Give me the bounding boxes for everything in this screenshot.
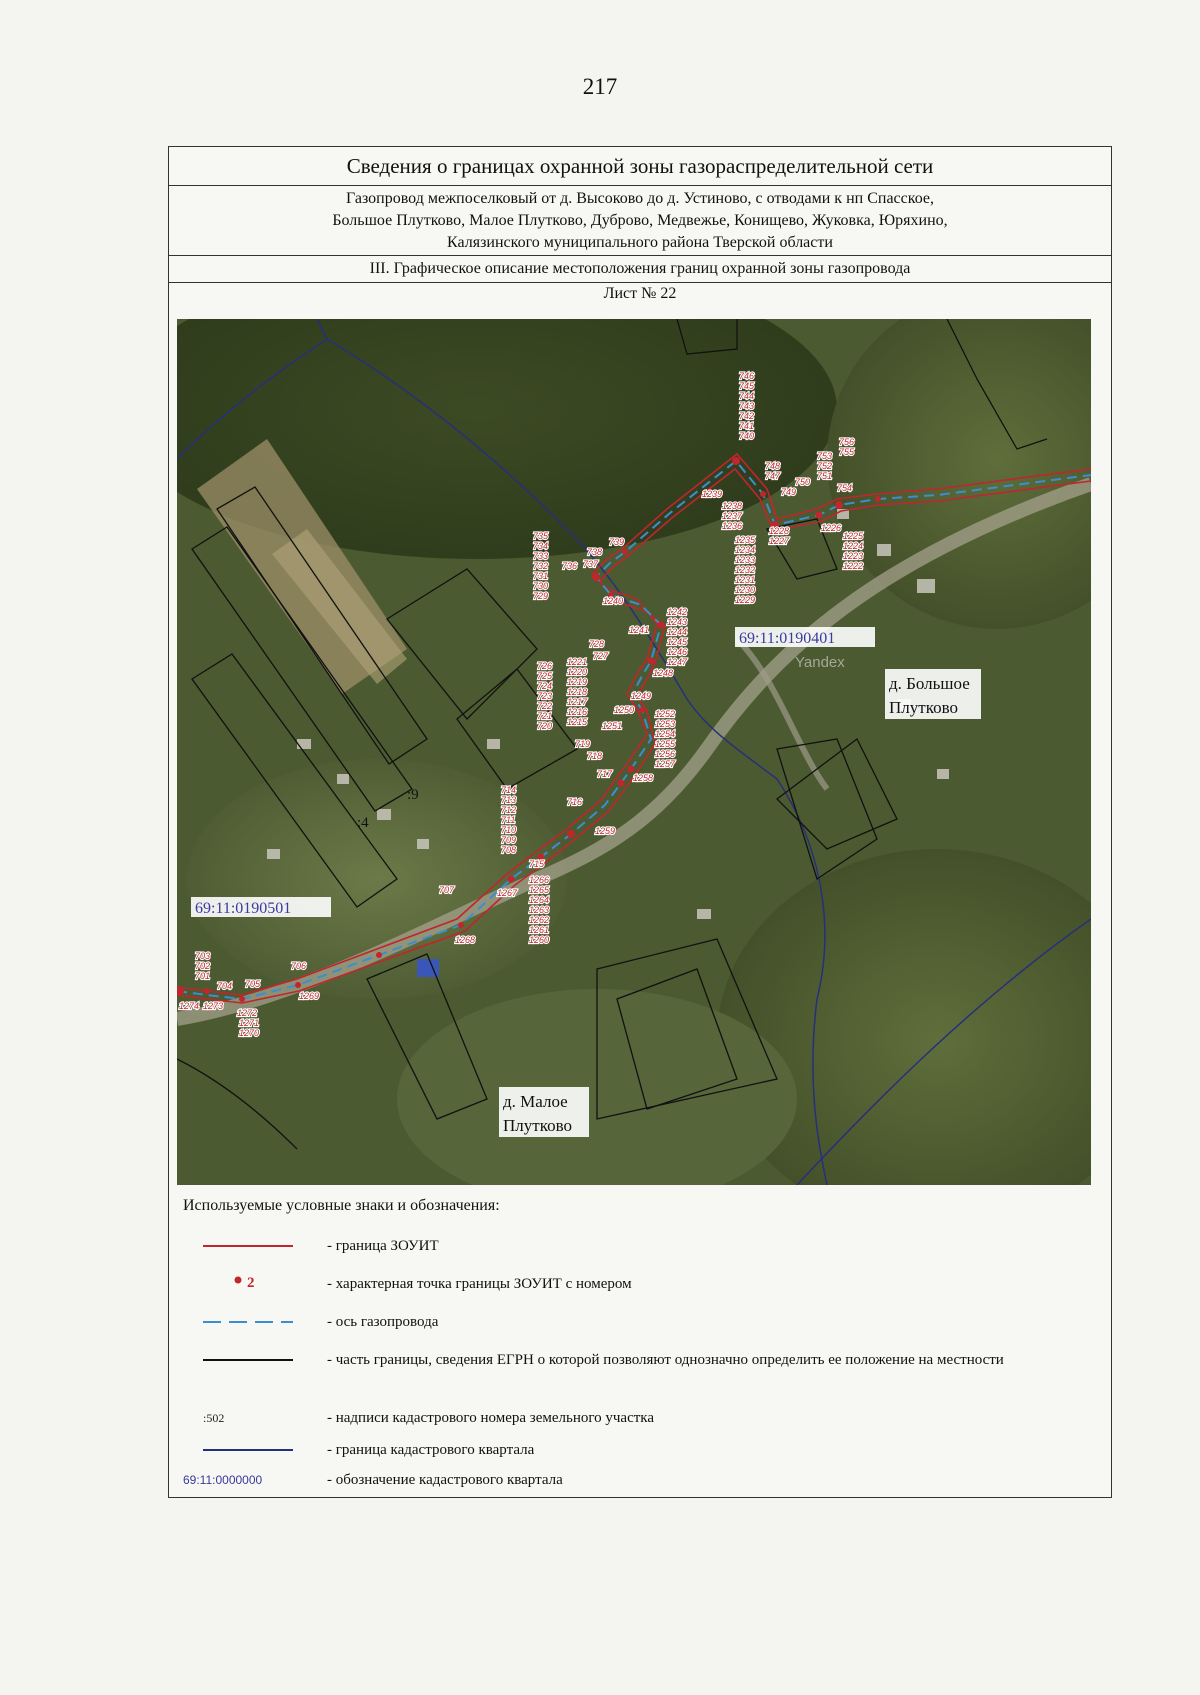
sheet-number: Лист № 22 <box>603 285 677 302</box>
satellite-map <box>177 319 1091 1185</box>
quarter-west-label: 69:11:0190501 <box>195 900 292 917</box>
village-small-label-line2: Плутково <box>503 1116 572 1135</box>
pt-label-706: 706 <box>291 961 307 971</box>
pt-label-712: 712 <box>501 805 517 815</box>
pt-label-1267: 1267 <box>497 888 518 898</box>
pt-label-1263: 1263 <box>529 905 550 915</box>
pt-label-1269: 1269 <box>299 991 320 1001</box>
pt-label-749: 749 <box>781 487 797 497</box>
legend-row-parcel-label <box>183 1403 1083 1433</box>
pt-label-1270: 1270 <box>239 1028 260 1038</box>
legend-row-zone-boundary <box>183 1231 1083 1261</box>
pt-label-709: 709 <box>501 835 517 845</box>
pt-label-1227: 1227 <box>769 536 790 546</box>
legend-parcel-label-icon <box>183 1403 303 1433</box>
pt-label-751: 751 <box>817 471 833 481</box>
pt-label-702: 702 <box>195 961 211 971</box>
pipeline-description <box>169 185 1111 256</box>
pt-label-729: 729 <box>533 591 549 601</box>
pt-label-1256: 1256 <box>655 749 676 759</box>
pt-label-740: 740 <box>739 431 755 441</box>
pt-label-1253: 1253 <box>655 719 676 729</box>
legend-title: Используемые условные знаки и обозначения: <box>183 1197 500 1214</box>
pt-label-1236: 1236 <box>722 521 743 531</box>
pt-label-723: 723 <box>537 691 553 701</box>
pt-label-1229: 1229 <box>735 595 756 605</box>
pt-label-755: 755 <box>839 447 855 457</box>
pt-label-727: 727 <box>593 651 609 661</box>
pt-label-756: 756 <box>839 437 855 447</box>
legend-text-parcel-label: - надписи кадастрового номера земельного участка <box>327 1410 655 1426</box>
pt-label-1228: 1228 <box>769 526 790 536</box>
legend-red-line-icon <box>183 1231 303 1261</box>
description-line-3: Калязинского муниципального района Тверской области <box>447 234 833 251</box>
pt-label-1221: 1221 <box>567 657 588 667</box>
parcel-label-4: :4 <box>357 815 369 831</box>
legend-text-zone-boundary: - граница ЗОУИТ <box>327 1238 439 1254</box>
pt-label-746: 746 <box>739 371 755 381</box>
pt-label-748: 748 <box>765 461 781 471</box>
legend-point-number: 2 <box>247 1275 255 1291</box>
pt-label-1259: 1259 <box>595 826 616 836</box>
pt-label-1254: 1254 <box>655 729 676 739</box>
village-small-label-line1: д. Малое <box>503 1092 568 1111</box>
legend-row-point <box>183 1269 1083 1299</box>
pt-label-1241: 1241 <box>629 625 650 635</box>
pt-label-738: 738 <box>587 547 603 557</box>
pt-label-747: 747 <box>765 471 781 481</box>
pt-label-724: 724 <box>537 681 553 691</box>
village-big-label-line2: Плутково <box>889 698 958 717</box>
pt-label-1224: 1224 <box>843 541 864 551</box>
pt-label-1248: 1248 <box>653 668 674 678</box>
legend-quarter-label-icon <box>183 1465 303 1495</box>
section-heading: III. Графическое описание местоположения границ охранной зоны газопровода <box>169 256 1111 283</box>
pt-label-1246: 1246 <box>667 647 688 657</box>
pt-label-1261: 1261 <box>529 925 550 935</box>
pt-label-1215: 1215 <box>567 717 588 727</box>
pt-label-718: 718 <box>587 751 603 761</box>
pt-label-735: 735 <box>533 531 549 541</box>
legend-text-quarter-label: - обозначение кадастрового квартала <box>327 1472 563 1488</box>
pt-label-1271: 1271 <box>239 1018 260 1028</box>
village-big-label-line1: д. Большое <box>889 674 970 693</box>
legend-row-axis <box>183 1307 1083 1337</box>
pt-label-732: 732 <box>533 561 549 571</box>
pt-label-710: 710 <box>501 825 517 835</box>
pt-label-722: 722 <box>537 701 553 711</box>
pt-label-1242: 1242 <box>667 607 688 617</box>
legend-text-parcel-boundary: - часть границы, сведения ЕГРН о которой позволяют однозначно определить ее положение на местности <box>327 1352 1004 1368</box>
pt-label-1273: 1273 <box>203 1001 224 1011</box>
pt-label-750: 750 <box>795 477 811 487</box>
pt-label-725: 725 <box>537 671 553 681</box>
pt-label-1219: 1219 <box>567 677 588 687</box>
pt-label-714: 714 <box>501 785 517 795</box>
pt-label-1220: 1220 <box>567 667 588 677</box>
pt-label-1240: 1240 <box>603 596 624 606</box>
pt-label-707: 707 <box>439 885 455 895</box>
pt-label-754: 754 <box>837 483 853 493</box>
pt-label-713: 713 <box>501 795 517 805</box>
legend-red-point-icon <box>183 1269 303 1299</box>
pt-label-728: 728 <box>589 639 605 649</box>
pt-label-1225: 1225 <box>843 531 864 541</box>
pt-label-1255: 1255 <box>655 739 676 749</box>
pt-label-715: 715 <box>529 859 545 869</box>
pt-label-705: 705 <box>245 979 261 989</box>
legend-text-axis: - ось газопровода <box>327 1314 439 1330</box>
pt-label-717: 717 <box>597 769 613 779</box>
pt-label-1238: 1238 <box>722 501 743 511</box>
pt-label-1249: 1249 <box>631 691 652 701</box>
legend-navy-line-icon <box>183 1435 303 1465</box>
pt-label-721: 721 <box>537 711 553 721</box>
pt-label-701: 701 <box>195 971 211 981</box>
pt-label-1232: 1232 <box>735 565 756 575</box>
document-title: Сведения о границах охранной зоны газораспределительной сети <box>169 147 1111 186</box>
pt-label-1237: 1237 <box>722 511 743 521</box>
legend-row-quarter-boundary <box>183 1435 1083 1465</box>
pt-label-1262: 1262 <box>529 915 550 925</box>
pt-label-1266: 1266 <box>529 875 550 885</box>
pt-label-716: 716 <box>567 797 583 807</box>
pt-label-1245: 1245 <box>667 637 688 647</box>
description-line-1: Газопровод межпоселковый от д. Высоково до д. Устиново, с отводами к нп Спасское, <box>345 190 934 207</box>
pt-label-730: 730 <box>533 581 549 591</box>
legend-row-quarter-label <box>183 1465 1083 1495</box>
pt-label-744: 744 <box>739 391 755 401</box>
pt-label-719: 719 <box>575 739 591 749</box>
pt-label-1247: 1247 <box>667 657 688 667</box>
map-canvas <box>177 319 1091 1185</box>
pt-label-720: 720 <box>537 721 553 731</box>
legend-quarter-label-sample: 69:11:0000000 <box>183 1473 263 1487</box>
pt-label-741: 741 <box>739 421 755 431</box>
legend-black-line-icon <box>183 1345 303 1375</box>
pt-label-745: 745 <box>739 381 755 391</box>
pt-label-733: 733 <box>533 551 549 561</box>
pt-label-1244: 1244 <box>667 627 688 637</box>
legend-text-quarter-boundary: - граница кадастрового квартала <box>327 1442 535 1458</box>
pt-label-1222: 1222 <box>843 561 864 571</box>
pt-label-739: 739 <box>609 537 625 547</box>
pt-label-1272: 1272 <box>237 1008 258 1018</box>
pt-label-1231: 1231 <box>735 575 756 585</box>
pt-label-1234: 1234 <box>735 545 756 555</box>
pt-label-1226: 1226 <box>821 523 842 533</box>
pt-label-1265: 1265 <box>529 885 550 895</box>
pt-label-1257: 1257 <box>655 759 676 769</box>
pt-label-743: 743 <box>739 401 755 411</box>
pt-label-752: 752 <box>817 461 833 471</box>
pt-label-1243: 1243 <box>667 617 688 627</box>
pt-label-1264: 1264 <box>529 895 550 905</box>
pt-label-1230: 1230 <box>735 585 756 595</box>
pt-label-726: 726 <box>537 661 553 671</box>
pt-label-1216: 1216 <box>567 707 588 717</box>
pt-label-753: 753 <box>817 451 833 461</box>
pt-label-731: 731 <box>533 571 549 581</box>
pt-label-1233: 1233 <box>735 555 756 565</box>
pt-label-1239: 1239 <box>702 489 723 499</box>
page-number: 217 <box>582 74 618 99</box>
pt-label-1218: 1218 <box>567 687 588 697</box>
pt-label-708: 708 <box>501 845 517 855</box>
pt-label-1260: 1260 <box>529 935 550 945</box>
pt-label-711: 711 <box>501 815 516 825</box>
legend-row-parcel-boundary <box>183 1345 1083 1393</box>
pt-label-1258: 1258 <box>633 773 654 783</box>
document-frame <box>168 146 1112 1498</box>
parcel-label-9: :9 <box>407 787 419 803</box>
pt-label-737: 737 <box>583 559 599 569</box>
pt-label-1251: 1251 <box>602 721 623 731</box>
pt-label-734: 734 <box>533 541 549 551</box>
pt-label-742: 742 <box>739 411 755 421</box>
pt-label-1268: 1268 <box>455 935 476 945</box>
pt-label-1274: 1274 <box>179 1001 200 1011</box>
pt-label-1252: 1252 <box>655 709 676 719</box>
legend-text-point: - характерная точка границы ЗОУИТ с номером <box>327 1276 632 1292</box>
pt-label-704: 704 <box>217 981 233 991</box>
legend-parcel-label-sample: :502 <box>203 1411 225 1425</box>
pt-label-703: 703 <box>195 951 211 961</box>
watermark-text: Yandex <box>795 654 845 671</box>
quarter-east-label: 69:11:0190401 <box>739 630 836 647</box>
pt-label-1223: 1223 <box>843 551 864 561</box>
pt-label-1250: 1250 <box>614 705 635 715</box>
description-line-2: Большое Плутково, Малое Плутково, Дуброво, Медвежье, Конищево, Жуковка, Юряхино, <box>332 212 948 229</box>
legend-blue-dashed-icon <box>183 1307 303 1337</box>
pt-label-736: 736 <box>562 561 578 571</box>
pt-label-1235: 1235 <box>735 535 756 545</box>
pt-label-1217: 1217 <box>567 697 588 707</box>
